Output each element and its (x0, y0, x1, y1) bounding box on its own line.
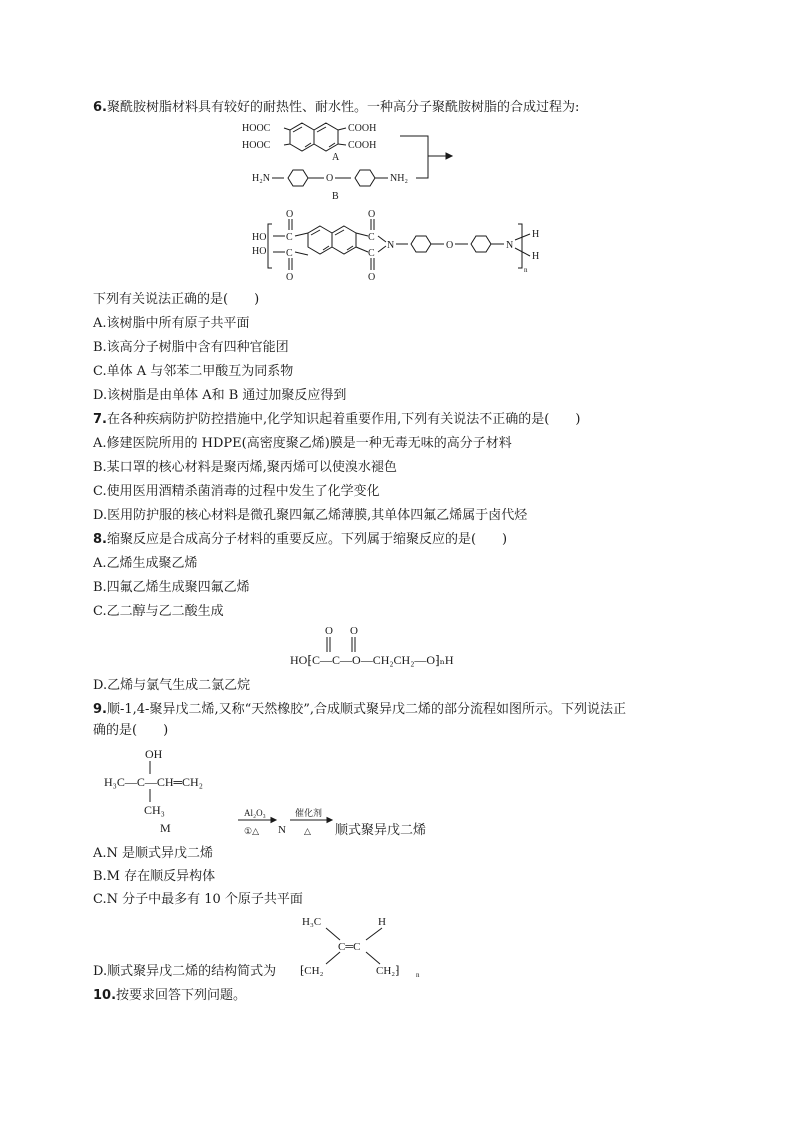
q9-option-b[interactable]: B.M 存在顺反异构体 (93, 869, 216, 884)
label-a: A (332, 152, 340, 163)
q6-stem (93, 99, 579, 117)
a-cooh-bottom-left: HOOC (242, 140, 271, 151)
p-o1: O (286, 209, 294, 220)
reaction-arrow (400, 136, 428, 178)
q9-number: 9. (93, 702, 107, 717)
p-n-subscript: n (524, 266, 528, 274)
q6-option-b[interactable]: B.该高分子树脂中含有四种官能团 (93, 340, 289, 355)
d-ch2-right: CH₂⁆ (376, 965, 400, 977)
m-methyl: CH₃ (144, 803, 165, 817)
monomer-b-structure (252, 170, 408, 202)
label-b: B (332, 191, 339, 202)
label-m: M (160, 821, 171, 835)
q8-option-d[interactable]: D.乙烯与氯气生成二氯乙烷 (93, 678, 251, 693)
p-c4: C (368, 248, 375, 259)
q8-number: 8. (93, 532, 107, 547)
b-nh2-left: H₂N (252, 173, 270, 184)
q9-stem-line2: 确的是( ) (93, 723, 169, 738)
q10-stem-text: 按要求回答下列问题。 (116, 988, 247, 1003)
d-double-bond: C═C (338, 941, 361, 953)
q9-stem-text: 顺-1,4-聚异戊二烯,又称“天然橡胶”,合成顺式聚异戊二烯的部分流程如图所示。下列说法正 (106, 702, 627, 717)
d-n-subscript: n (416, 971, 420, 979)
q9-option-d[interactable]: D.顺式聚异戊二烯的结构简式为 (93, 964, 277, 979)
q10-stem (93, 987, 246, 1005)
q7-option-b[interactable]: B.某口罩的核心材料是聚丙烯,聚丙烯可以使溴水褪色 (93, 460, 397, 475)
a-cooh-top-right: COOH (348, 123, 377, 134)
p-imide-n: N (387, 240, 395, 251)
p-c3: C (368, 232, 375, 243)
p-h1: H (532, 229, 540, 240)
q7-option-d[interactable]: D.医用防护服的核心材料是微孔聚四氟乙烯薄膜,其单体四氟乙烯属于卤代烃 (93, 508, 528, 523)
step2-reagent: 催化剂 (295, 808, 323, 818)
p-c1: C (286, 232, 293, 243)
q6-number: 6. (93, 100, 107, 115)
p-o4: O (368, 272, 376, 283)
p-c2: C (286, 248, 293, 259)
m-main-chain: H₃C—C—CH═CH₂ (104, 775, 203, 789)
q8-carbonyl-o1: O (325, 625, 333, 637)
q8-option-b[interactable]: B.四氟乙烯生成聚四氟乙烯 (93, 580, 250, 595)
q6-stem-text: 聚酰胺树脂材料具有较好的耐热性、耐水性。一种高分子聚酰胺树脂的合成过程为: (106, 100, 580, 115)
b-ether-o: O (326, 173, 334, 184)
q10-number: 10. (93, 988, 117, 1003)
q7-option-c[interactable]: C.使用医用酒精杀菌消毒的过程中发生了化学变化 (93, 484, 380, 499)
p-h2: H (532, 251, 540, 262)
q8-option-c[interactable]: C.乙二醇与乙二酸生成 (93, 604, 224, 619)
scheme-product: 顺式聚异戊二烯 (335, 823, 427, 838)
q7-number: 7. (93, 412, 107, 427)
q9-scheme-figure (100, 744, 440, 840)
q8-polyester-figure (288, 622, 518, 670)
label-n: N (278, 824, 286, 836)
q6-option-a[interactable]: A.该树脂中所有原子共平面 (93, 316, 250, 331)
d-methyl: H₃C (302, 916, 322, 928)
p-o2: O (286, 272, 294, 283)
step1-reagent: Al₂O₃ (244, 808, 266, 818)
step1-condition: ①△ (244, 826, 259, 836)
m-hydroxyl: OH (145, 747, 163, 761)
q7-stem (93, 411, 580, 429)
p-n2: N (506, 240, 514, 251)
q9-option-a[interactable]: A.N 是顺式异戊二烯 (93, 846, 214, 861)
q8-carbonyl-o2: O (350, 625, 358, 637)
q8-stem (93, 531, 507, 549)
q7-option-a[interactable]: A.修建医院所用的 HDPE(高密度聚乙烯)膜是一种无毒无味的高分子材料 (93, 436, 512, 451)
a-cooh-bottom-right: COOH (348, 140, 377, 151)
p-ho-top: HO (252, 232, 267, 243)
q9-option-c[interactable]: C.N 分子中最多有 10 个原子共平面 (93, 892, 303, 907)
b-nh2-right: NH₂ (390, 173, 408, 184)
q9-option-d-structure (298, 910, 428, 980)
q8-polyester-chain: HO⁅C—C—O—CH₂CH₂—O⁆ₙH (290, 653, 454, 667)
monomer-a-structure (242, 123, 376, 163)
q8-stem-text: 缩聚反应是合成高分子材料的重要反应。下列属于缩聚反应的是( ) (106, 532, 508, 547)
q6-figure (240, 118, 560, 290)
q6-option-d[interactable]: D.该树脂是由单体 A和 B 通过加聚反应得到 (93, 388, 347, 403)
q6-lead: 下列有关说法正确的是( ) (93, 292, 260, 307)
q8-option-a[interactable]: A.乙烯生成聚乙烯 (93, 556, 198, 571)
p-o3: O (368, 209, 376, 220)
d-hydrogen: H (378, 916, 386, 928)
step2-condition: △ (304, 826, 311, 836)
d-ch2-left: ⁅CH₂ (300, 965, 324, 977)
a-cooh-top-left: HOOC (242, 123, 271, 134)
q6-option-c[interactable]: C.单体 A 与邻苯二甲酸互为同系物 (93, 364, 294, 379)
p-ether-o: O (446, 240, 454, 251)
q9-stem-line1 (93, 701, 626, 719)
q7-stem-text: 在各种疾病防护防控措施中,化学知识起着重要作用,下列有关说法不正确的是( ) (106, 412, 581, 427)
p-ho-bottom: HO (252, 246, 267, 257)
polymer-structure (252, 209, 539, 283)
